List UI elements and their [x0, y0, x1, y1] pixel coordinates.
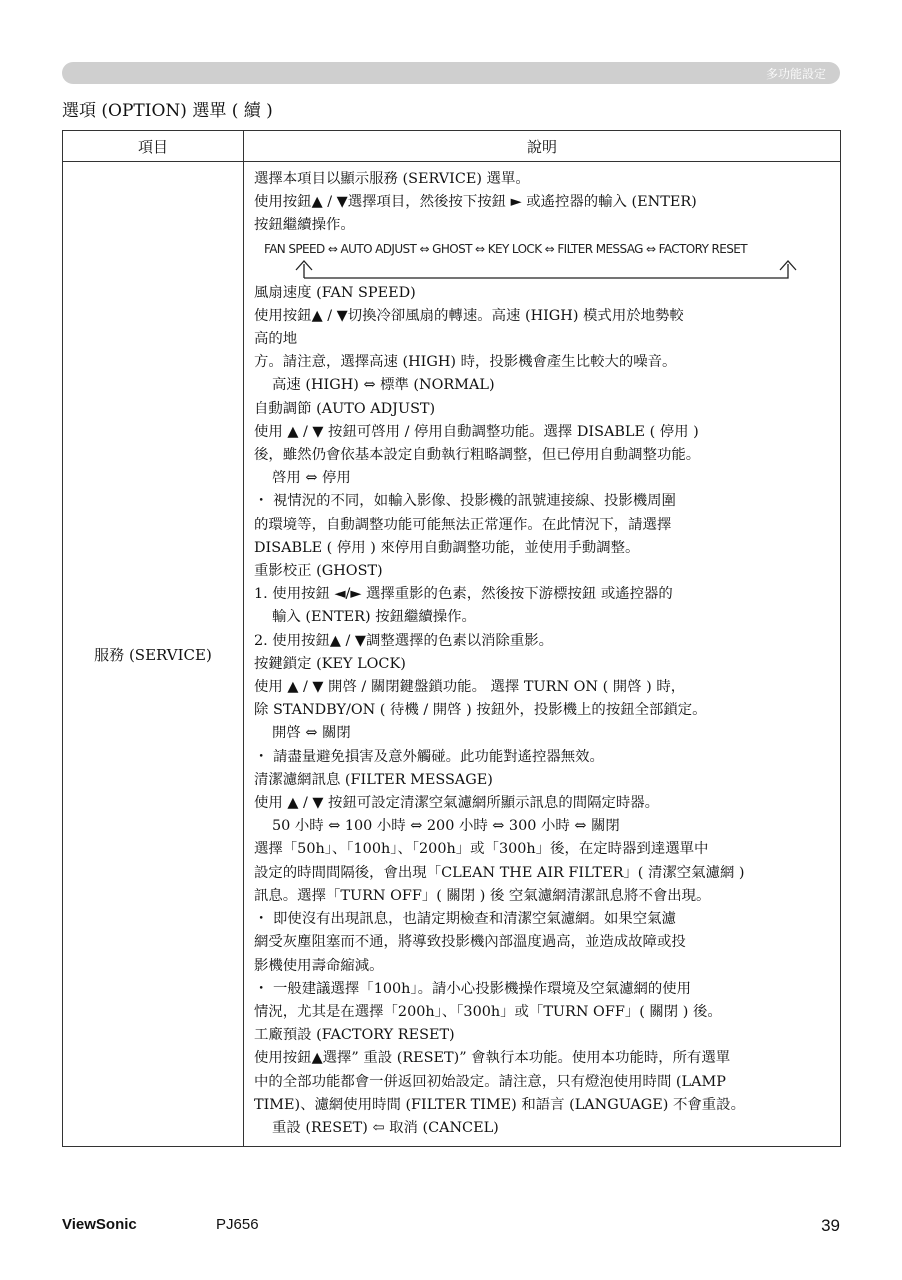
text-line: 後，雖然仍會依基本設定自動執行粗略調整，但已停用自動調整功能。: [254, 447, 701, 464]
note-line: ・ 視情況的不同，如輸入影像、投影機的訊號連接線、投影機周圍: [254, 493, 676, 510]
ghost-heading: 重影校正 (GHOST): [254, 563, 383, 580]
key-lock-heading: 按鍵鎖定 (KEY LOCK): [254, 655, 406, 672]
option-sequence: 啓用 ⇔ 停用: [272, 470, 351, 487]
table-row: [63, 162, 841, 1147]
text-line: 高的地: [254, 331, 298, 348]
text-line: 情況，尤其是在選擇「200h」、「300h」或「TURN OFF」( 關閉 ) 後。: [254, 1003, 722, 1020]
fan-speed-heading: 風扇速度 (FAN SPEED): [254, 284, 416, 301]
auto-adjust-heading: 自動調節 (AUTO ADJUST): [254, 400, 436, 417]
description-cell: [244, 162, 841, 1147]
text-line: 影機使用壽命縮減。: [254, 957, 384, 974]
step-line: 2. 使用按鈕▲ / ▼調整選擇的色素以消除重影。: [254, 632, 554, 649]
text-line: 使用按鈕▲ / ▼選擇項目，然後按下按鈕 ► 或遙控器的輸入 (ENTER): [254, 194, 697, 211]
fan-speed-block: [254, 282, 834, 398]
option-sequence: 50 小時 ⇔ 100 小時 ⇔ 200 小時 ⇔ 300 小時 ⇔ 關閉: [272, 818, 620, 835]
step-continuation: 輸入 (ENTER) 按鈕繼續操作。: [272, 609, 476, 626]
auto-adjust-block: [254, 398, 834, 560]
text-line: 選擇「50h」、「100h」、「200h」或「300h」後，在定時器到達選單中: [254, 841, 709, 858]
text-line: TIME)、濾網使用時間 (FILTER TIME) 和語言 (LANGUAGE) 不會重設。: [254, 1096, 745, 1113]
step-line: 1. 使用按鈕 ◄/► 選擇重影的色素，然後按下游標按鈕 或遙控器的: [254, 586, 673, 603]
item-name-cell: 服務 (SERVICE): [63, 162, 244, 1147]
text-line: 使用按鈕▲選擇” 重設 (RESET)” 會執行本功能。使用本功能時，所有選單: [254, 1050, 731, 1067]
table-header-row: [63, 131, 841, 162]
intro-block: [254, 168, 834, 280]
loop-arrow-icon: [294, 258, 804, 280]
column-header-item: 項目: [63, 131, 244, 162]
text-line: 訊息。選擇「TURN OFF」( 關閉 ) 後 空氣濾網清潔訊息將不會出現。: [254, 887, 711, 904]
text-line: 的環境等，自動調整功能可能無法正常運作。在此情況下，請選擇: [254, 516, 672, 533]
text-line: DISABLE ( 停用 ) 來停用自動調整功能，並使用手動調整。: [254, 539, 640, 556]
header-bar: [62, 62, 840, 84]
text-line: 中的全部功能都會一併返回初始設定。請注意，只有燈泡使用時間 (LAMP: [254, 1073, 726, 1090]
key-lock-block: [254, 653, 834, 769]
factory-reset-heading: 工廠預設 (FACTORY RESET): [254, 1027, 455, 1044]
ghost-block: [254, 560, 834, 653]
menu-flow-sequence: FAN SPEED ⇔ AUTO ADJUST ⇔ GHOST ⇔ KEY LOCK ⇔ FILTER MESSAG ⇔ FACTORY RESET: [264, 241, 747, 256]
text-line: 設定的時間間隔後，會出現「CLEAN THE AIR FILTER」( 清潔空氣濾網 ): [254, 864, 745, 881]
footer-brand: ViewSonic: [62, 1216, 137, 1233]
header-label: 多功能設定: [765, 67, 826, 81]
text-line: 除 STANDBY/ON ( 待機 / 開啓 ) 按鈕外，投影機上的按鈕全部鎖定。: [254, 702, 707, 719]
text-line: 使用 ▲ / ▼ 開啓 / 關閉鍵盤鎖功能。 選擇 TURN ON ( 開啓 ) 時，: [254, 679, 686, 696]
text-line: 按鈕繼續操作。: [254, 217, 355, 234]
factory-reset-block: [254, 1024, 834, 1140]
text-line: 使用 ▲ / ▼ 按鈕可啓用 / 停用自動調整功能。選擇 DISABLE ( 停用 ): [254, 423, 699, 440]
note-line: ・ 即使沒有出現訊息，也請定期檢查和清潔空氣濾網。如果空氣濾: [254, 911, 676, 928]
option-table: [62, 130, 841, 1147]
text-line: 方。請注意，選擇高速 (HIGH) 時，投影機會產生比較大的噪音。: [254, 354, 677, 371]
option-sequence: 開啓 ⇔ 關閉: [272, 725, 351, 742]
text-line: 網受灰塵阻塞而不通，將導致投影機內部溫度過高，並造成故障或投: [254, 934, 686, 951]
filter-message-block: [254, 769, 834, 1024]
note-line: ・ 一般建議選擇「100h」。請小心投影機操作環境及空氣濾網的使用: [254, 980, 692, 997]
text-line: 使用按鈕▲ / ▼切換冷卻風扇的轉速。高速 (HIGH) 模式用於地勢較: [254, 307, 684, 324]
column-header-description: 說明: [244, 131, 841, 162]
option-sequence: 重設 (RESET) ⇦ 取消 (CANCEL): [272, 1119, 499, 1136]
option-sequence: 高速 (HIGH) ⇔ 標準 (NORMAL): [272, 377, 495, 394]
page-number: 39: [821, 1216, 840, 1235]
text-line: 選擇本項目以顯示服務 (SERVICE) 選單。: [254, 171, 530, 187]
footer-model: PJ656: [216, 1216, 259, 1233]
filter-message-heading: 清潔濾網訊息 (FILTER MESSAGE): [254, 771, 493, 788]
note-line: ・ 請盡量避免損害及意外觸碰。此功能對遙控器無效。: [254, 748, 604, 765]
text-line: 使用 ▲ / ▼ 按鈕可設定清潔空氣濾網所顯示訊息的間隔定時器。: [254, 795, 660, 812]
section-title: 選項 (OPTION) 選單 ( 續 ): [62, 101, 273, 121]
